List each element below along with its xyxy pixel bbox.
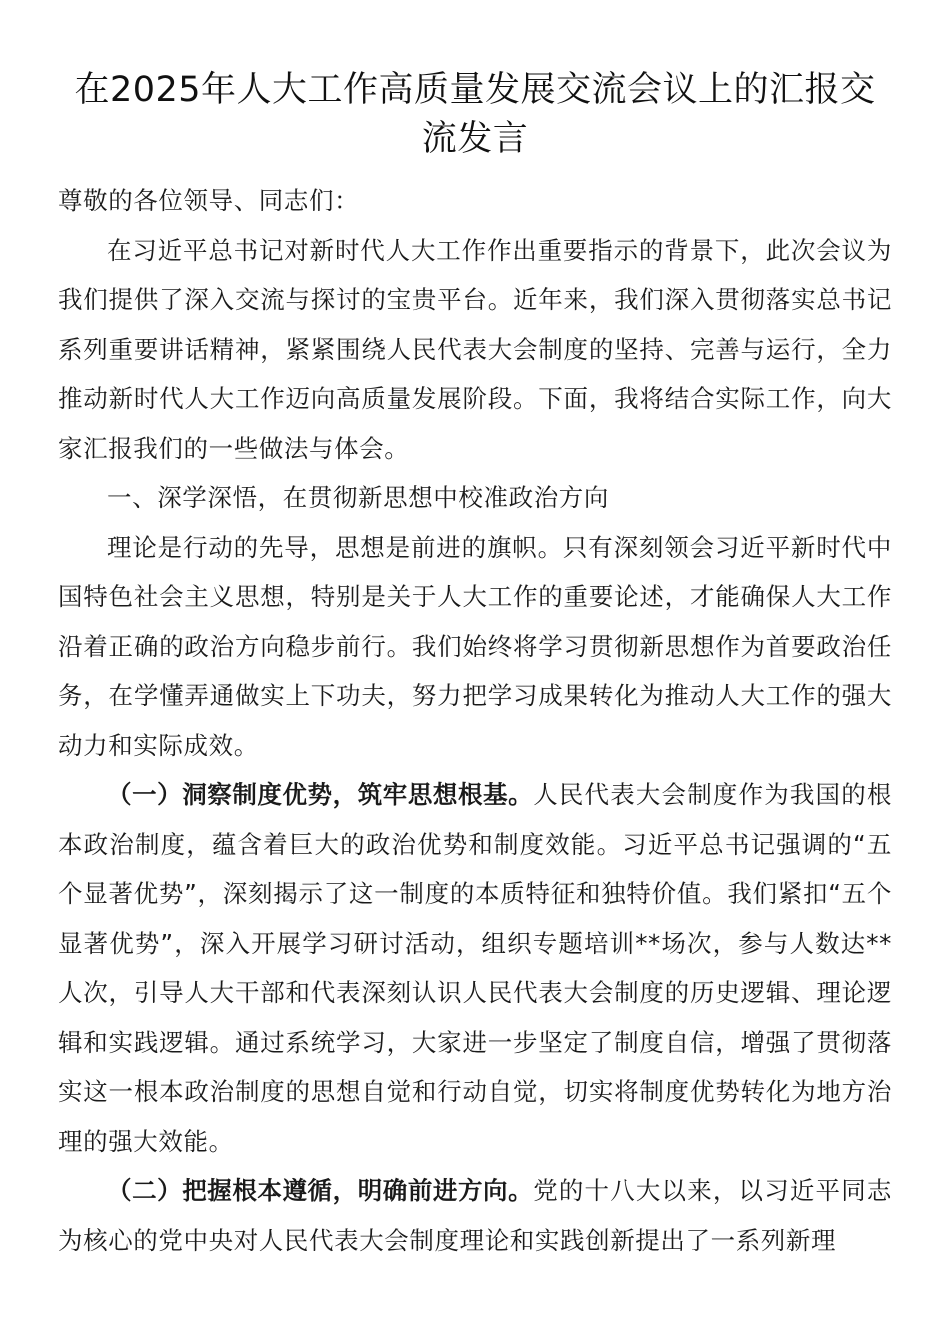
intro-paragraph: 在习近平总书记对新时代人大工作作出重要指示的背景下，此次会议为我们提供了深入交流与探讨的宝贵平台。近年来，我们深入贯彻落实总书记系列重要讲话精神，紧紧围绕人民代表大会制度的坚持、完善与运行，全力推动新时代人大工作迈向高质量发展阶段。下面，我将结合实际工作，向大家汇报我们的一些做法与体会。 xyxy=(58,235,892,463)
document-title: 在2025年人大工作高质量发展交流会议上的汇报交流发言 xyxy=(74,70,876,159)
section-heading-1: 一、深学深悟，在贯彻新思想中校准政治方向 xyxy=(107,483,609,512)
subsection-2-lead: （二）把握根本遵循，明确前进方向。 xyxy=(107,1176,534,1205)
section-1-paragraph: 理论是行动的先导，思想是前进的旗帜。只有深刻领会习近平新时代中国特色社会主义思想，特别是关于人大工作的重要论述，才能确保人大工作沿着正确的政治方向稳步前行。我们始终将学习贯彻新思想作为首要政治任务，在学懂弄通做实上下功夫，努力把学习成果转化为推动人大工作的强大动力和实际成效。 xyxy=(58,532,892,760)
subsection-2-text: 党的十八大以来，以习近平同志为核心的党中央对人民代表大会制度理论和实践创新提出了一系列新理 xyxy=(58,1176,892,1255)
subsection-2-paragraph xyxy=(58,1166,892,1265)
salutation: 尊敬的各位领导、同志们： xyxy=(58,186,360,215)
subsection-1-text: 人民代表大会制度作为我国的根本政治制度，蕴含着巨大的政治优势和制度效能。习近平总书记强调的“五个显著优势”，深刻揭示了这一制度的本质特征和独特价值。我们紧扣“五个显著优势”，深入开展学习研讨活动，组织专题培训**场次，参与人数达**人次，引导人大干部和代表深刻认识人民代表大会制度的历史逻辑、理论逻辑和实践逻辑。通过系统学习，大家进一步坚定了制度自信，增强了贯彻落实这一根本政治制度的思想自觉和行动自觉，切实将制度优势转化为地方治理的强大效能。 xyxy=(58,780,892,1156)
subsection-1-paragraph xyxy=(58,770,892,1166)
subsection-1-lead: （一）洞察制度优势，筑牢思想根基。 xyxy=(107,780,534,809)
document-body xyxy=(58,176,892,1265)
